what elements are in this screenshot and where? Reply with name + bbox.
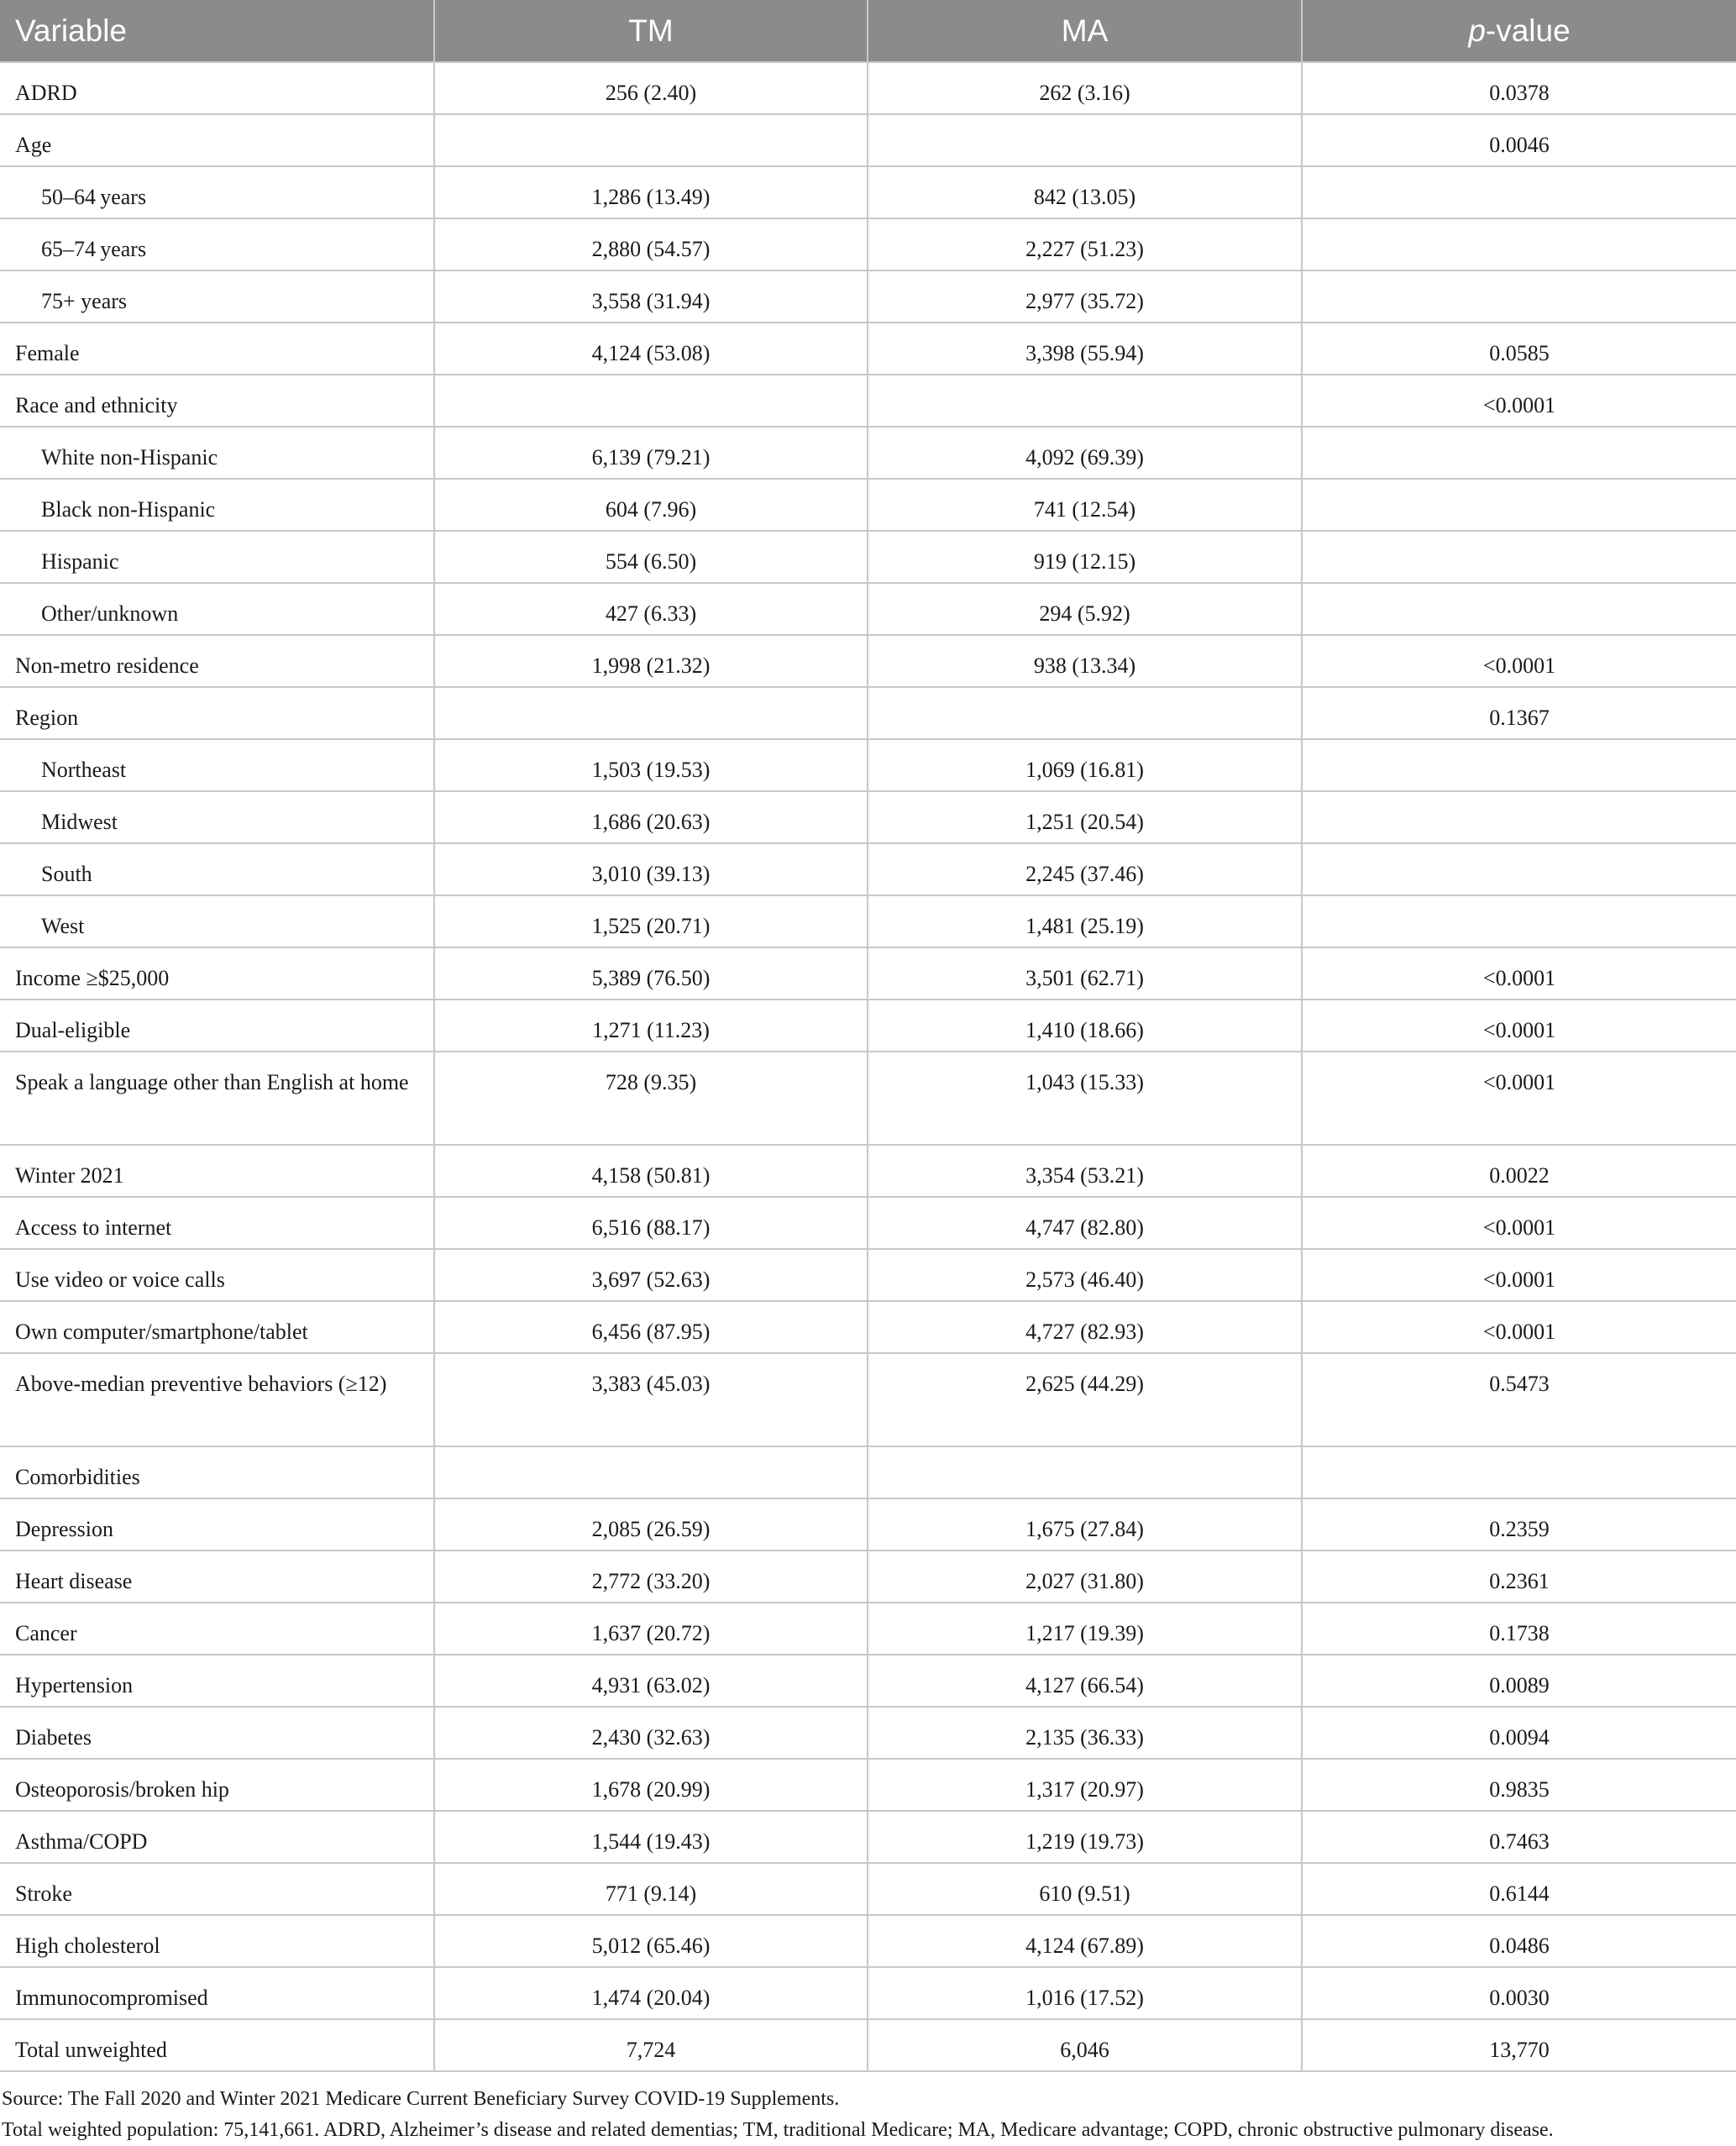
column-header-tm: TM <box>434 0 868 62</box>
cell-p-value <box>1302 427 1736 479</box>
cell-p-value <box>1302 270 1736 323</box>
table-row <box>0 62 1736 114</box>
cell-ma: 294 (5.92) <box>868 583 1302 635</box>
cell-variable: Female <box>0 323 434 375</box>
cell-ma <box>868 1446 1302 1498</box>
table-row <box>0 739 1736 791</box>
cell-variable: 75+ years <box>0 270 434 323</box>
cell-variable: Above-median preventive behaviors (≥12) <box>0 1353 434 1446</box>
cell-p-value: 0.5473 <box>1302 1353 1736 1446</box>
cell-ma: 938 (13.34) <box>868 635 1302 687</box>
cell-variable: Midwest <box>0 791 434 843</box>
cell-p-value <box>1302 218 1736 270</box>
cell-variable: Stroke <box>0 1863 434 1915</box>
cell-ma: 2,227 (51.23) <box>868 218 1302 270</box>
cell-p-value: 0.1367 <box>1302 687 1736 739</box>
table-row <box>0 583 1736 635</box>
cell-p-value: <0.0001 <box>1302 1249 1736 1301</box>
cell-ma: 3,398 (55.94) <box>868 323 1302 375</box>
cell-ma: 1,219 (19.73) <box>868 1811 1302 1863</box>
cell-p-value <box>1302 739 1736 791</box>
table-row <box>0 1000 1736 1052</box>
cell-tm: 2,772 (33.20) <box>434 1550 868 1603</box>
header-row <box>0 0 1736 62</box>
cell-variable: Black non-Hispanic <box>0 479 434 531</box>
cell-variable: High cholesterol <box>0 1915 434 1967</box>
cell-tm: 1,271 (11.23) <box>434 1000 868 1052</box>
cell-tm <box>434 114 868 166</box>
cell-p-value: 0.0046 <box>1302 114 1736 166</box>
table-row <box>0 270 1736 323</box>
cell-p-value <box>1302 531 1736 583</box>
table-row <box>0 1052 1736 1145</box>
cell-tm: 1,525 (20.71) <box>434 895 868 947</box>
cell-tm: 1,637 (20.72) <box>434 1603 868 1655</box>
cell-ma: 610 (9.51) <box>868 1863 1302 1915</box>
cell-p-value: 0.0585 <box>1302 323 1736 375</box>
cell-variable: Asthma/COPD <box>0 1811 434 1863</box>
cell-tm: 427 (6.33) <box>434 583 868 635</box>
cell-ma: 4,727 (82.93) <box>868 1301 1302 1353</box>
table-row <box>0 218 1736 270</box>
cell-variable: Access to internet <box>0 1197 434 1249</box>
cell-tm: 1,686 (20.63) <box>434 791 868 843</box>
cell-variable: Race and ethnicity <box>0 375 434 427</box>
cell-ma: 1,016 (17.52) <box>868 1967 1302 2019</box>
cell-variable: Total unweighted <box>0 2019 434 2071</box>
table-row <box>0 1145 1736 1197</box>
table-row <box>0 1249 1736 1301</box>
cell-tm: 1,286 (13.49) <box>434 166 868 218</box>
table-row <box>0 1759 1736 1811</box>
cell-p-value: 0.7463 <box>1302 1811 1736 1863</box>
footnote-source: Source: The Fall 2020 and Winter 2021 Medicare Current Beneficiary Survey COVID-19 Supplements. <box>2 2088 840 2110</box>
footnote-abbreviations: Total weighted population: 75,141,661. ADRD, Alzheimer’s disease and related dementias; TM, traditional Medicare; MA, Medicare advantage; COPD, chronic obstructive pulmonary disease. <box>2 2119 1554 2141</box>
cell-variable: Hypertension <box>0 1655 434 1707</box>
cell-tm: 1,678 (20.99) <box>434 1759 868 1811</box>
cell-tm: 554 (6.50) <box>434 531 868 583</box>
cell-p-value <box>1302 479 1736 531</box>
cell-ma: 3,354 (53.21) <box>868 1145 1302 1197</box>
cell-ma: 1,069 (16.81) <box>868 739 1302 791</box>
cell-variable: 50–64 years <box>0 166 434 218</box>
cell-p-value: <0.0001 <box>1302 947 1736 1000</box>
cell-variable: Northeast <box>0 739 434 791</box>
cell-ma: 842 (13.05) <box>868 166 1302 218</box>
table-row <box>0 531 1736 583</box>
cell-variable: Diabetes <box>0 1707 434 1759</box>
cell-variable: Hispanic <box>0 531 434 583</box>
cell-variable: Region <box>0 687 434 739</box>
table-row <box>0 1301 1736 1353</box>
cell-p-value: <0.0001 <box>1302 1301 1736 1353</box>
cell-ma: 1,317 (20.97) <box>868 1759 1302 1811</box>
table-footnotes <box>0 2072 1736 2146</box>
cell-variable: ADRD <box>0 62 434 114</box>
table-row <box>0 947 1736 1000</box>
cell-tm: 771 (9.14) <box>434 1863 868 1915</box>
cell-p-value <box>1302 1446 1736 1498</box>
cell-tm: 3,383 (45.03) <box>434 1353 868 1446</box>
table-row <box>0 1498 1736 1550</box>
table-row <box>0 427 1736 479</box>
table-row <box>0 1446 1736 1498</box>
column-header-variable: Variable <box>0 0 434 62</box>
cell-variable: Cancer <box>0 1603 434 1655</box>
cell-p-value: <0.0001 <box>1302 635 1736 687</box>
cell-variable: Dual-eligible <box>0 1000 434 1052</box>
cell-p-value: 0.0378 <box>1302 62 1736 114</box>
cell-p-value: 0.2359 <box>1302 1498 1736 1550</box>
cell-ma: 1,410 (18.66) <box>868 1000 1302 1052</box>
column-header-ma: MA <box>868 0 1302 62</box>
cell-ma: 4,127 (66.54) <box>868 1655 1302 1707</box>
cell-variable: Non-metro residence <box>0 635 434 687</box>
cell-variable: Speak a language other than English at home <box>0 1052 434 1145</box>
cell-ma: 262 (3.16) <box>868 62 1302 114</box>
cell-ma <box>868 114 1302 166</box>
cell-ma: 2,977 (35.72) <box>868 270 1302 323</box>
cell-ma: 2,135 (36.33) <box>868 1707 1302 1759</box>
cell-ma: 1,251 (20.54) <box>868 791 1302 843</box>
cell-tm: 7,724 <box>434 2019 868 2071</box>
cell-variable: Immunocompromised <box>0 1967 434 2019</box>
cell-tm: 4,158 (50.81) <box>434 1145 868 1197</box>
cell-p-value <box>1302 895 1736 947</box>
cell-tm: 3,697 (52.63) <box>434 1249 868 1301</box>
cell-ma: 2,573 (46.40) <box>868 1249 1302 1301</box>
cell-tm: 5,389 (76.50) <box>434 947 868 1000</box>
cell-variable: Use video or voice calls <box>0 1249 434 1301</box>
cell-variable: Winter 2021 <box>0 1145 434 1197</box>
table-row <box>0 323 1736 375</box>
cell-tm: 1,503 (19.53) <box>434 739 868 791</box>
cell-ma: 919 (12.15) <box>868 531 1302 583</box>
table-row <box>0 843 1736 895</box>
cell-tm <box>434 687 868 739</box>
cell-tm: 4,931 (63.02) <box>434 1655 868 1707</box>
cell-tm: 728 (9.35) <box>434 1052 868 1145</box>
table-row <box>0 114 1736 166</box>
table-row <box>0 635 1736 687</box>
cell-tm: 6,456 (87.95) <box>434 1301 868 1353</box>
cell-ma: 3,501 (62.71) <box>868 947 1302 1000</box>
cell-p-value <box>1302 583 1736 635</box>
cell-variable: White non-Hispanic <box>0 427 434 479</box>
cell-tm: 2,430 (32.63) <box>434 1707 868 1759</box>
cell-p-value: 0.0486 <box>1302 1915 1736 1967</box>
cell-ma: 4,747 (82.80) <box>868 1197 1302 1249</box>
cell-variable: Own computer/smartphone/tablet <box>0 1301 434 1353</box>
table-row <box>0 166 1736 218</box>
cell-tm: 1,998 (21.32) <box>434 635 868 687</box>
cell-p-value: 0.9835 <box>1302 1759 1736 1811</box>
cell-tm: 256 (2.40) <box>434 62 868 114</box>
cell-p-value: <0.0001 <box>1302 1052 1736 1145</box>
table-row <box>0 1967 1736 2019</box>
cell-ma: 1,481 (25.19) <box>868 895 1302 947</box>
cell-p-value <box>1302 791 1736 843</box>
cell-ma: 1,675 (27.84) <box>868 1498 1302 1550</box>
cell-p-value: <0.0001 <box>1302 1197 1736 1249</box>
table-row <box>0 791 1736 843</box>
table-row <box>0 1863 1736 1915</box>
cell-variable: Age <box>0 114 434 166</box>
table-row <box>0 687 1736 739</box>
cell-variable: South <box>0 843 434 895</box>
cell-ma: 4,092 (69.39) <box>868 427 1302 479</box>
cell-tm: 2,085 (26.59) <box>434 1498 868 1550</box>
cell-p-value <box>1302 166 1736 218</box>
cell-p-value: 13,770 <box>1302 2019 1736 2071</box>
cell-tm: 3,010 (39.13) <box>434 843 868 895</box>
cell-ma: 741 (12.54) <box>868 479 1302 531</box>
table-row <box>0 375 1736 427</box>
cell-p-value: 0.0089 <box>1302 1655 1736 1707</box>
cell-ma: 2,625 (44.29) <box>868 1353 1302 1446</box>
cell-p-value: <0.0001 <box>1302 1000 1736 1052</box>
table-row <box>0 1707 1736 1759</box>
table-row <box>0 479 1736 531</box>
cell-ma: 2,027 (31.80) <box>868 1550 1302 1603</box>
cell-tm: 4,124 (53.08) <box>434 323 868 375</box>
table-row <box>0 895 1736 947</box>
table-row <box>0 1915 1736 1967</box>
cell-ma: 1,217 (19.39) <box>868 1603 1302 1655</box>
cell-p-value: 0.0022 <box>1302 1145 1736 1197</box>
cell-ma: 6,046 <box>868 2019 1302 2071</box>
cell-ma: 4,124 (67.89) <box>868 1915 1302 1967</box>
cell-variable: Depression <box>0 1498 434 1550</box>
cell-tm: 2,880 (54.57) <box>434 218 868 270</box>
cell-p-value: 0.0094 <box>1302 1707 1736 1759</box>
cell-ma <box>868 687 1302 739</box>
table-body <box>0 62 1736 2071</box>
cell-variable: Other/unknown <box>0 583 434 635</box>
p-value-suffix: -value <box>1485 13 1571 48</box>
cell-p-value <box>1302 843 1736 895</box>
cell-tm: 1,474 (20.04) <box>434 1967 868 2019</box>
cell-variable: West <box>0 895 434 947</box>
cell-tm: 5,012 (65.46) <box>434 1915 868 1967</box>
cell-p-value: 0.2361 <box>1302 1550 1736 1603</box>
cell-p-value: <0.0001 <box>1302 375 1736 427</box>
table-row <box>0 1550 1736 1603</box>
table-row <box>0 1655 1736 1707</box>
table-row <box>0 2019 1736 2071</box>
column-header-p-value <box>1302 0 1736 62</box>
table-row <box>0 1197 1736 1249</box>
cell-tm: 604 (7.96) <box>434 479 868 531</box>
cell-variable: Heart disease <box>0 1550 434 1603</box>
cell-p-value: 0.0030 <box>1302 1967 1736 2019</box>
cell-tm: 6,516 (88.17) <box>434 1197 868 1249</box>
cell-variable: Comorbidities <box>0 1446 434 1498</box>
cell-variable: Income ≥$25,000 <box>0 947 434 1000</box>
cell-tm: 1,544 (19.43) <box>434 1811 868 1863</box>
table-header <box>0 0 1736 62</box>
cell-tm <box>434 375 868 427</box>
table-row <box>0 1811 1736 1863</box>
cell-variable: Osteoporosis/broken hip <box>0 1759 434 1811</box>
cell-ma: 1,043 (15.33) <box>868 1052 1302 1145</box>
p-letter: p <box>1468 13 1486 48</box>
cell-ma <box>868 375 1302 427</box>
cell-tm: 3,558 (31.94) <box>434 270 868 323</box>
cell-tm: 6,139 (79.21) <box>434 427 868 479</box>
cell-ma: 2,245 (37.46) <box>868 843 1302 895</box>
cell-p-value: 0.6144 <box>1302 1863 1736 1915</box>
table-row <box>0 1603 1736 1655</box>
table-row <box>0 1353 1736 1446</box>
cell-tm <box>434 1446 868 1498</box>
cell-p-value: 0.1738 <box>1302 1603 1736 1655</box>
cell-variable: 65–74 years <box>0 218 434 270</box>
